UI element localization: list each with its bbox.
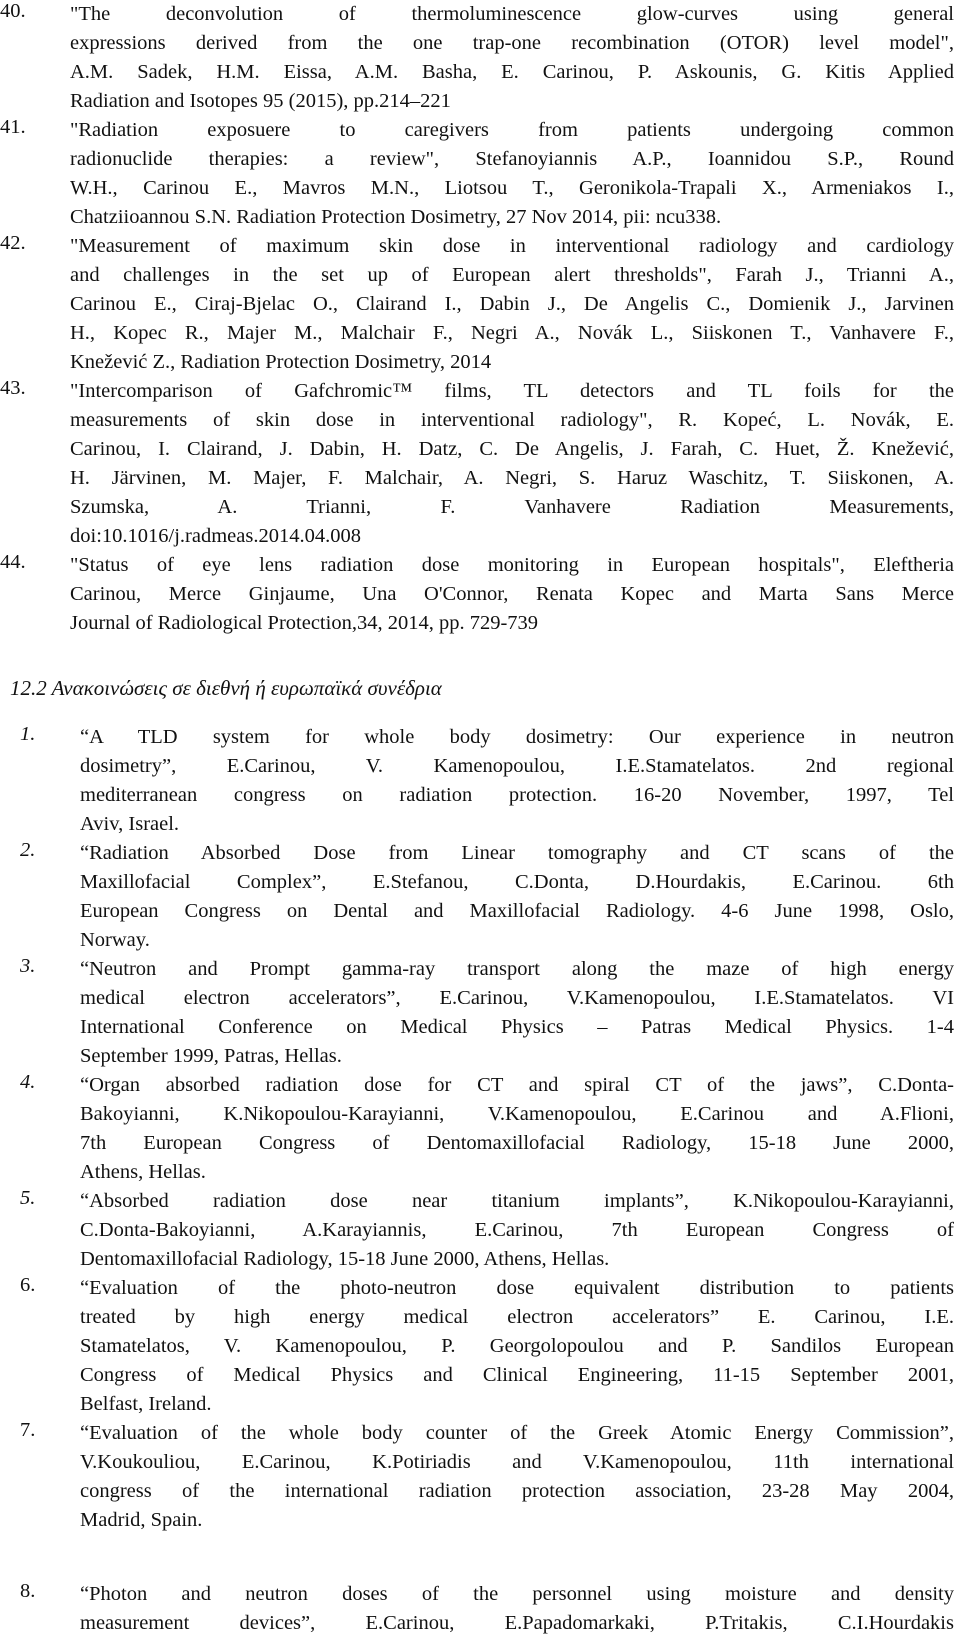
item-line: Norway. (80, 929, 150, 951)
reference-line: "Radiation exposuere to caregivers from patients undergoing common (70, 119, 954, 141)
item-number: 5. (20, 1187, 36, 1209)
item-line: Congress of Medical Physics and Clinical Engineering, 11-15 September 2001, (80, 1364, 954, 1386)
section-heading: 12.2 Ανακοινώσεις σε διεθνή ή ευρωπαϊκά συνέδρια (10, 676, 442, 700)
reference-text (70, 116, 954, 232)
item-number: 4. (20, 1071, 36, 1093)
item-line: 7th European Congress of Dentomaxillofacial Radiology, 15-18 June 2000, (80, 1132, 954, 1154)
item-line: Stamatelatos, V. Kamenopoulou, P. Georgolopoulou and P. Sandilos European (80, 1335, 954, 1357)
item-line: C.Donta-Bakoyianni, A.Karayiannis, E.Carinou, 7th European Congress of (80, 1219, 954, 1241)
reference-line: Szumska, A. Trianni, F. Vanhavere Radiation Measurements, (70, 496, 954, 518)
item-number: 8. (20, 1580, 36, 1602)
item-line: Bakoyianni, K.Nikopoulou-Karayianni, V.Kamenopoulou, E.Carinou and A.Flioni, (80, 1103, 954, 1125)
item-line: “Radiation Absorbed Dose from Linear tomography and CT scans of the (80, 842, 954, 864)
item-line: congress of the international radiation protection association, 23-28 May 2004, (80, 1480, 954, 1502)
reference-line: Journal of Radiological Protection,34, 2014, pp. 729-739 (70, 612, 539, 634)
item-line: treated by high energy medical electron accelerators” E. Carinou, I.E. (80, 1306, 954, 1328)
item-line: Maxillofacial Complex”, E.Stefanou, C.Donta, D.Hourdakis, E.Carinou. 6th (80, 871, 954, 893)
item-text (80, 1580, 954, 1638)
item-number: 7. (20, 1419, 36, 1441)
reference-line: measurements of skin dose in interventional radiology", R. Kopeć, L. Novák, E. (70, 409, 954, 431)
reference-line: "Intercomparison of Gafchromic™ films, TL detectors and TL foils for the (70, 380, 954, 402)
item-line: measurement devices”, E.Carinou, E.Papadomarkaki, P.Tritakis, C.I.Hourdakis (80, 1612, 954, 1634)
reference-line: Carinou E., Ciraj-Bjelac O., Clairand I., Dabin J., De Angelis C., Domienik J., Jarvinen (70, 293, 954, 315)
item-line: “Neutron and Prompt gamma-ray transport along the maze of high energy (80, 958, 954, 980)
reference-line: "Measurement of maximum skin dose in interventional radiology and cardiology (70, 235, 954, 257)
item-line: Dentomaxillofacial Radiology, 15-18 June 2000, Athens, Hellas. (80, 1248, 610, 1270)
reference-line: Knežević Z., Radiation Protection Dosimetry, 2014 (70, 351, 492, 373)
reference-line: H., Kopec R., Majer M., Malchair F., Negri A., Novák L., Siiskonen T., Vanhavere F., (70, 322, 954, 344)
item-line: Aviv, Israel. (80, 813, 180, 835)
reference-line: expressions derived from the one trap-one recombination (OTOR) level model", (70, 32, 954, 54)
reference-line: "The deconvolution of thermoluminescence glow-curves using general (70, 3, 954, 25)
reference-number: 40. (0, 0, 26, 22)
item-line: “Evaluation of the photo-neutron dose equivalent distribution to patients (80, 1277, 954, 1299)
reference-line: A.M. Sadek, H.M. Eissa, A.M. Basha, E. Carinou, P. Askounis, G. Kitis Applied (70, 61, 954, 83)
reference-number: 44. (0, 551, 26, 573)
reference-line: Radiation and Isotopes 95 (2015), pp.214–221 (70, 90, 451, 112)
item-text (80, 1187, 954, 1274)
item-text (80, 1419, 954, 1535)
reference-line: radionuclide therapies: a review", Stefanoyiannis A.P., Ioannidou S.P., Round (70, 148, 954, 170)
reference-line: and challenges in the set up of European alert thresholds", Farah J., Trianni A., (70, 264, 954, 286)
reference-number: 41. (0, 116, 26, 138)
item-number: 2. (20, 839, 36, 861)
item-line: dosimetry”, E.Carinou, V. Kamenopoulou, I.E.Stamatelatos. 2nd regional (80, 755, 954, 777)
item-line: September 1999, Patras, Hellas. (80, 1045, 342, 1067)
item-text (80, 1071, 954, 1187)
item-number: 1. (20, 723, 36, 745)
reference-text (70, 377, 954, 551)
reference-line: W.H., Carinou E., Mavros M.N., Liotsou T., Geronikola-Trapali X., Armeniakos I., (70, 177, 954, 199)
reference-line: Chatziioannou S.N. Radiation Protection Dosimetry, 27 Nov 2014, pii: ncu338. (70, 206, 722, 228)
reference-line: doi:10.1016/j.radmeas.2014.04.008 (70, 525, 361, 547)
reference-number: 43. (0, 377, 26, 399)
item-text (80, 723, 954, 839)
item-line: “Photon and neutron doses of the personnel using moisture and density (80, 1583, 954, 1605)
item-line: “Evaluation of the whole body counter of the Greek Atomic Energy Commission”, (80, 1422, 954, 1444)
reference-line: Carinou, I. Clairand, J. Dabin, H. Datz, C. De Angelis, J. Farah, C. Huet, Ž. Knežević, (70, 438, 954, 460)
item-line: “Organ absorbed radiation dose for CT and spiral CT of the jaws”, C.Donta- (80, 1074, 954, 1096)
item-line: International Conference on Medical Physics – Patras Medical Physics. 1-4 (80, 1016, 954, 1038)
item-text (80, 1274, 954, 1419)
item-line: “Absorbed radiation dose near titanium implants”, K.Nikopoulou-Karayianni, (80, 1190, 954, 1212)
reference-text (70, 0, 954, 116)
item-line: Madrid, Spain. (80, 1509, 203, 1531)
item-number: 6. (20, 1274, 36, 1296)
item-text (80, 839, 954, 955)
reference-line: "Status of eye lens radiation dose monitoring in European hospitals", Eleftheria (70, 554, 954, 576)
reference-line: Carinou, Merce Ginjaume, Una O'Connor, Renata Kopec and Marta Sans Merce (70, 583, 954, 605)
reference-number: 42. (0, 232, 26, 254)
item-text (80, 955, 954, 1071)
item-line: European Congress on Dental and Maxillofacial Radiology. 4-6 June 1998, Oslo, (80, 900, 954, 922)
item-number: 3. (20, 955, 36, 977)
item-line: V.Koukouliou, E.Carinou, K.Potiriadis and V.Kamenopoulou, 11th international (80, 1451, 954, 1473)
item-line: medical electron accelerators”, E.Carinou, V.Kamenopoulou, I.E.Stamatelatos. VI (80, 987, 954, 1009)
reference-line: H. Järvinen, M. Majer, F. Malchair, A. Negri, S. Haruz Waschitz, T. Siiskonen, A. (70, 467, 954, 489)
reference-text (70, 551, 954, 638)
item-line: “A TLD system for whole body dosimetry: Our experience in neutron (80, 726, 954, 748)
reference-text (70, 232, 954, 377)
item-line: Athens, Hellas. (80, 1161, 206, 1183)
item-line: Belfast, Ireland. (80, 1393, 212, 1415)
item-line: mediterranean congress on radiation protection. 16-20 November, 1997, Tel (80, 784, 954, 806)
